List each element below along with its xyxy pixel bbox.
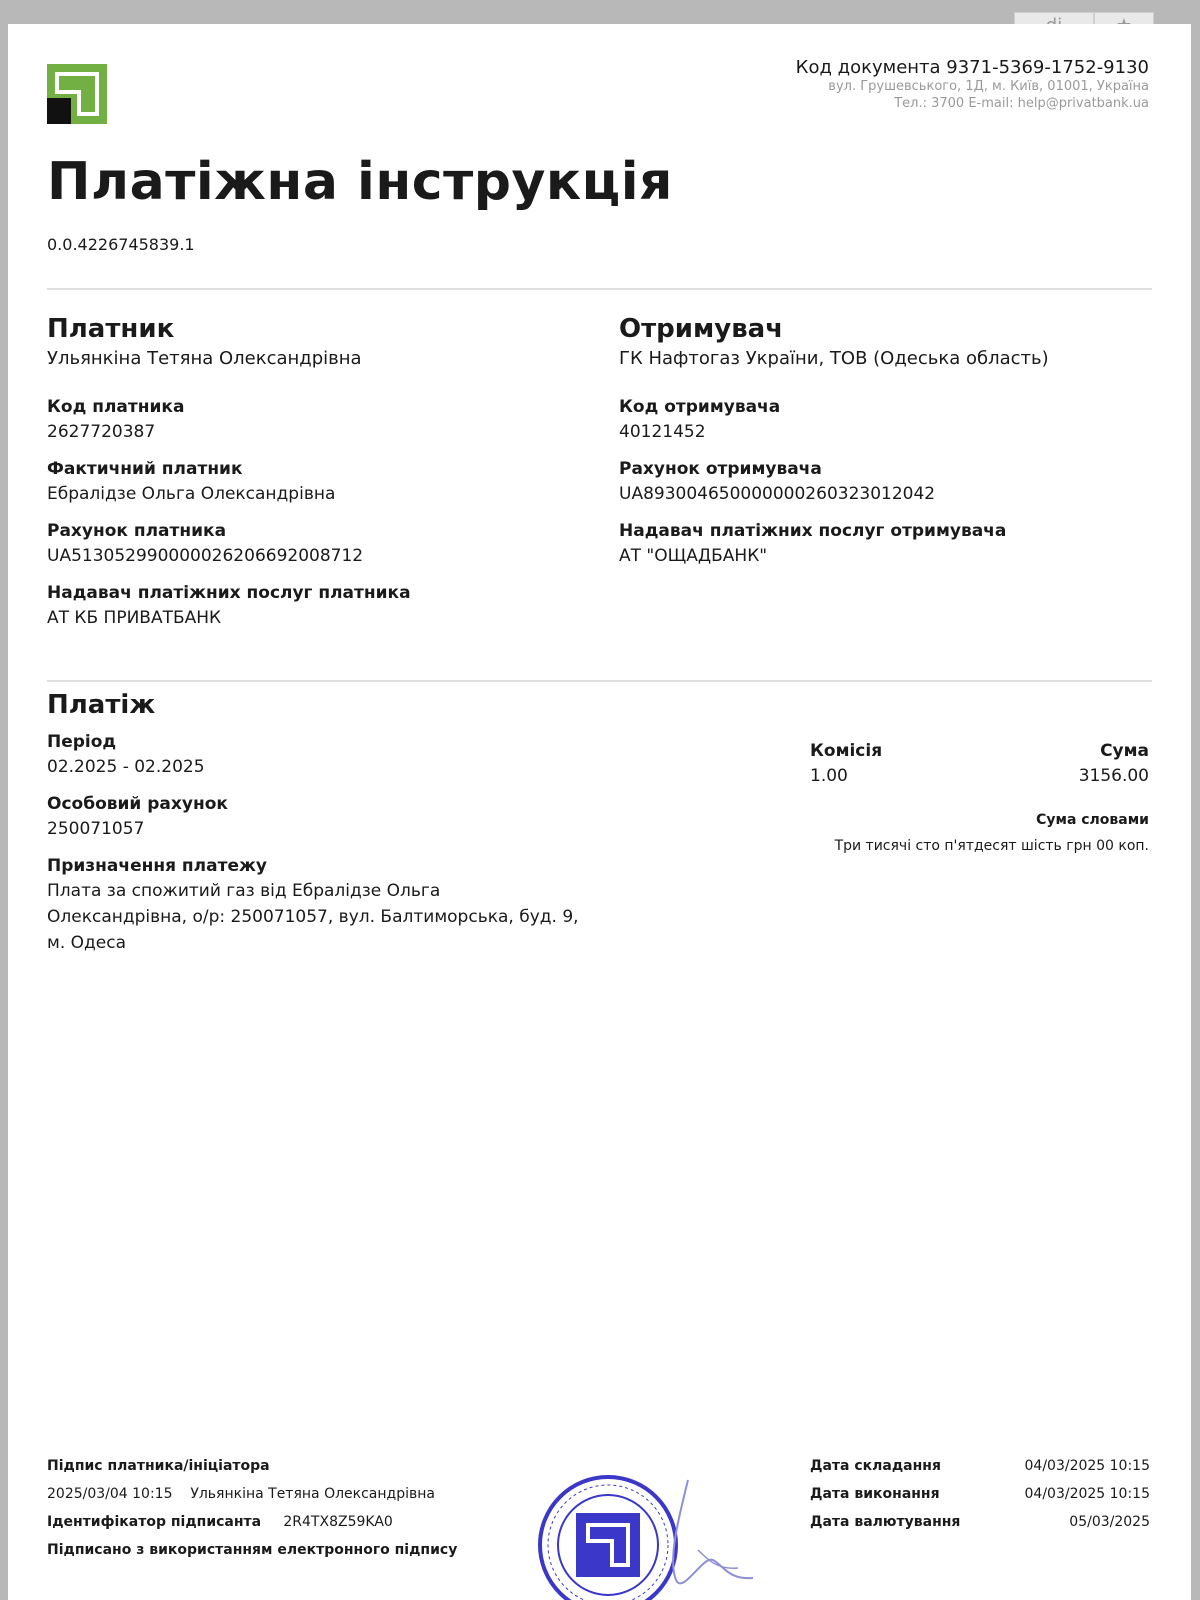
- actual-payer-label: Фактичний платник: [47, 459, 243, 479]
- payer-provider-value: АТ КБ ПРИВАТБАНК: [47, 608, 222, 628]
- payer-code-field: [47, 395, 587, 445]
- bank-stamp-icon: [538, 1460, 778, 1600]
- date-value-label: Дата валютування: [810, 1514, 961, 1530]
- signature-label: Підпис платника/ініціатора: [47, 1458, 270, 1474]
- payer-section: [47, 314, 587, 643]
- signature-time: 2025/03/04 10:15: [47, 1486, 173, 1502]
- period-label: Період: [47, 732, 117, 752]
- recipient-code-label: Код отримувача: [619, 397, 781, 417]
- recipient-provider-field: [619, 519, 1159, 569]
- period-value: 02.2025 - 02.2025: [47, 757, 205, 777]
- personal-account-value: 250071057: [47, 819, 145, 839]
- date-executed-label: Дата виконання: [810, 1486, 940, 1502]
- dates-block: [810, 1452, 1150, 1536]
- bank-contact: Тел.: 3700 E-mail: help@privatbank.ua: [894, 96, 1149, 111]
- date-value-value: 05/03/2025: [1069, 1514, 1150, 1530]
- period-field: [47, 730, 647, 780]
- signature-block: [47, 1452, 457, 1564]
- sum-words-field: [835, 809, 1149, 861]
- date-compiled-value: 04/03/2025 10:15: [1024, 1458, 1150, 1474]
- commission-label: Комісія: [810, 741, 883, 761]
- page-title: Платіжна інструкція: [47, 152, 673, 212]
- purpose-line: м. Одеса: [47, 933, 126, 953]
- date-executed-value: 04/03/2025 10:15: [1024, 1486, 1150, 1502]
- signature-name: Ульянкіна Тетяна Олександрівна: [190, 1486, 435, 1502]
- signer-id-label: Ідентифікатор підписанта: [47, 1514, 262, 1530]
- recipient-provider-value: АТ "ОЩАДБАНК": [619, 546, 768, 566]
- handwritten-signature-icon: [673, 1480, 753, 1583]
- purpose-line: Плата за спожитий газ від Ебралідзе Ольга: [47, 881, 441, 901]
- sum-words-value: Три тисячі сто п'ятдесят шість грн 00 коп.: [834, 838, 1149, 854]
- sum-words-label: Сума словами: [1036, 812, 1149, 828]
- payer-provider-label: Надавач платіжних послуг платника: [47, 583, 411, 603]
- purpose-line: Олександрівна, о/р: 250071057, вул. Балтиморська, буд. 9,: [47, 907, 579, 927]
- payer-account-value: UA513052990000026206692008712: [47, 546, 364, 566]
- divider: [47, 680, 1152, 682]
- sum-field: [1079, 739, 1149, 789]
- actual-payer-value: Ебралідзе Ольга Олександрівна: [47, 484, 336, 504]
- payer-account-field: [47, 519, 587, 569]
- recipient-code-field: [619, 395, 1159, 445]
- commission-field: [810, 739, 882, 789]
- recipient-account-field: [619, 457, 1159, 507]
- recipient-name: ГК Нафтогаз України, ТОВ (Одеська область): [619, 348, 1049, 369]
- payer-account-label: Рахунок платника: [47, 521, 227, 541]
- personal-account-field: [47, 792, 647, 842]
- payer-code-label: Код платника: [47, 397, 185, 417]
- document-page: [8, 24, 1191, 1600]
- date-compiled-label: Дата складання: [810, 1458, 941, 1474]
- privatbank-logo-icon: [47, 64, 107, 124]
- document-code: Код документа 9371-5369-1752-9130: [795, 57, 1149, 78]
- recipient-account-value: UA893004650000000260323012042: [619, 484, 936, 504]
- payment-section: [47, 690, 647, 968]
- recipient-heading: Отримувач: [619, 314, 784, 344]
- payer-heading: Платник: [47, 314, 175, 344]
- commission-value: 1.00: [810, 766, 848, 786]
- bank-address: вул. Грушевського, 1Д, м. Київ, 01001, Україна: [828, 79, 1149, 94]
- recipient-account-label: Рахунок отримувача: [619, 459, 822, 479]
- purpose-field: [47, 854, 647, 956]
- payment-heading: Платіж: [47, 690, 156, 720]
- document-number: 0.0.4226745839.1: [47, 235, 195, 254]
- recipient-section: [619, 314, 1159, 581]
- divider: [47, 288, 1152, 290]
- actual-payer-field: [47, 457, 587, 507]
- sum-label: Сума: [1100, 741, 1149, 761]
- signed-note: Підписано з використанням електронного підпису: [47, 1542, 458, 1558]
- payer-name: Ульянкіна Тетяна Олександрівна: [47, 348, 362, 369]
- payer-code-value: 2627720387: [47, 422, 156, 442]
- signer-id-value: 2R4TX8Z59KA0: [283, 1514, 393, 1530]
- recipient-provider-label: Надавач платіжних послуг отримувача: [619, 521, 1007, 541]
- recipient-code-value: 40121452: [619, 422, 706, 442]
- personal-account-label: Особовий рахунок: [47, 794, 228, 814]
- document-header: [796, 57, 1149, 112]
- payer-provider-field: [47, 581, 587, 631]
- purpose-label: Призначення платежу: [47, 856, 267, 876]
- sum-value: 3156.00: [1078, 766, 1149, 786]
